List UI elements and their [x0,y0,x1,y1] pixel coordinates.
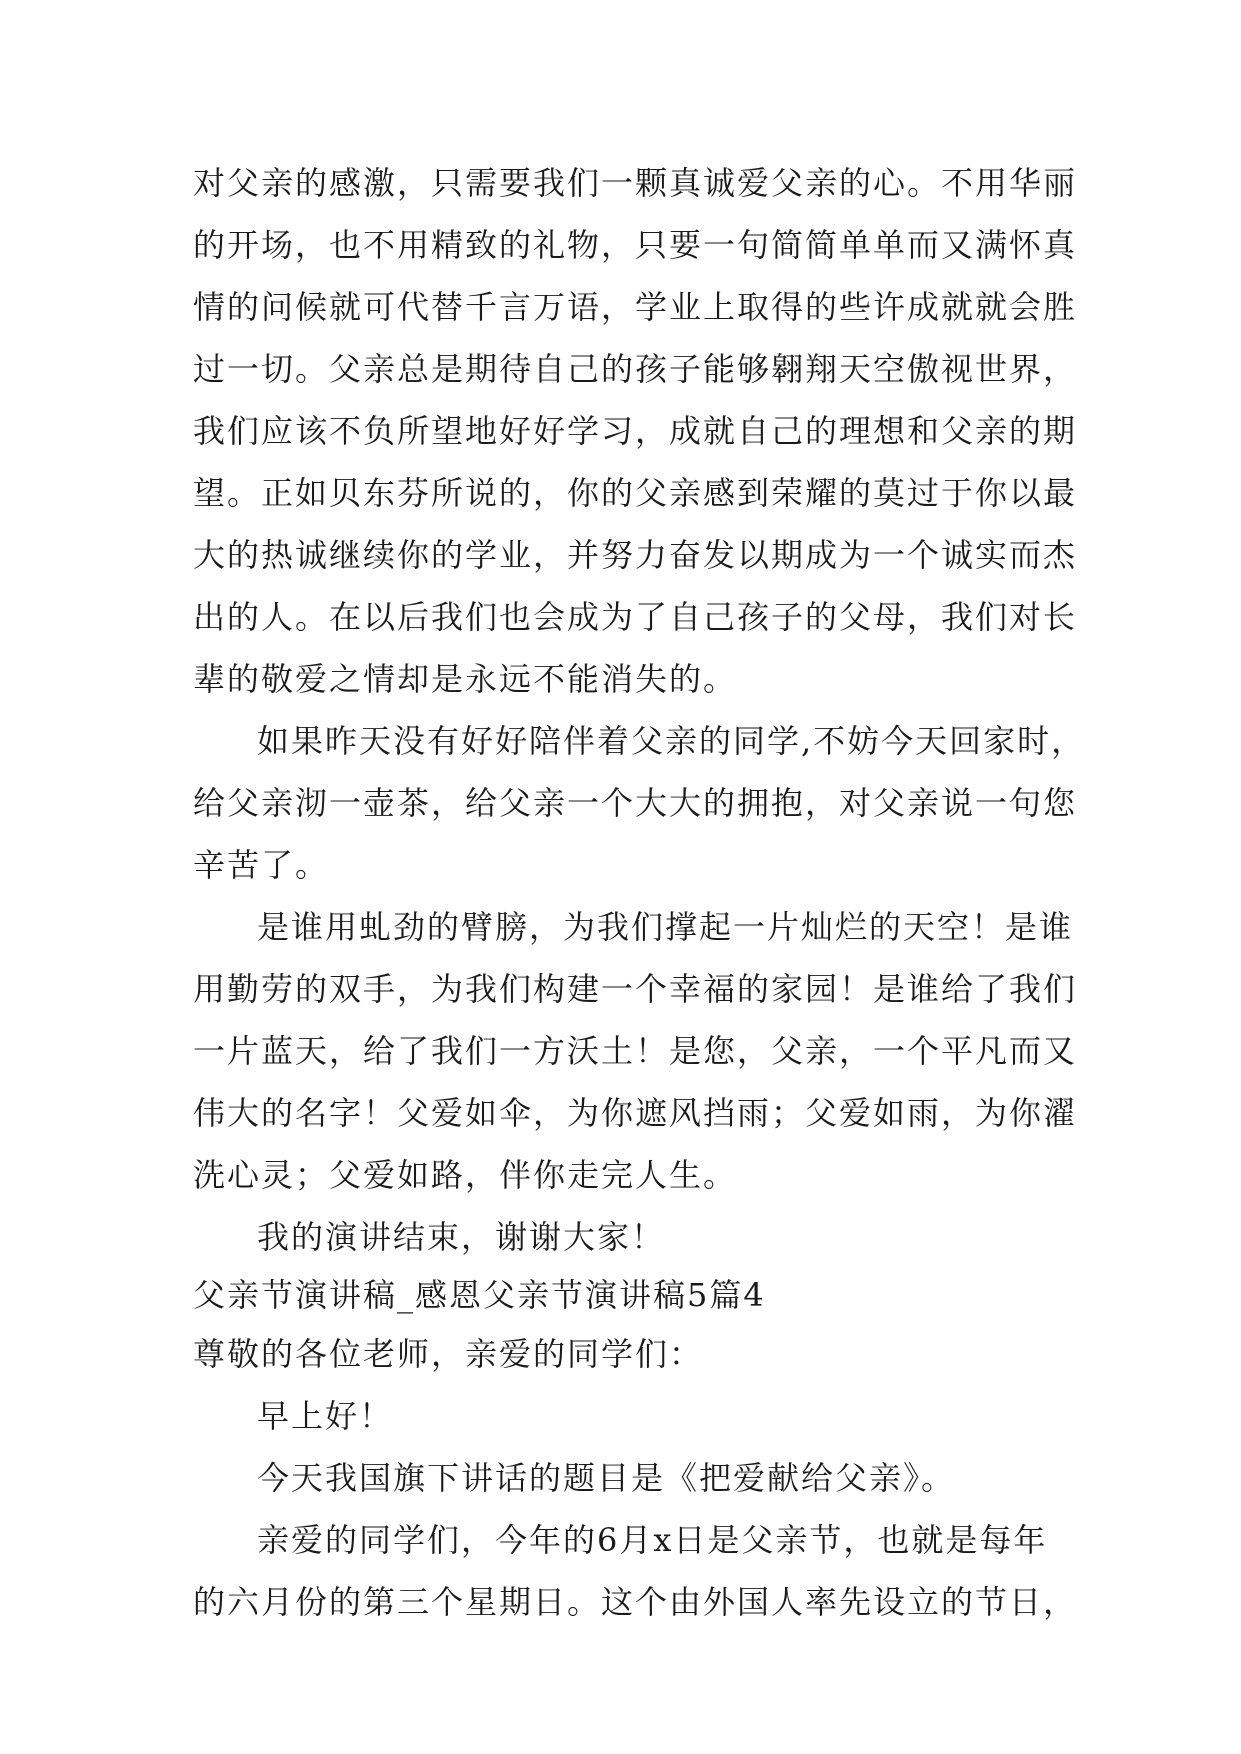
text-line: 我们应该不负所望地好好学习，成就自己的理想和父亲的期 [193,412,1078,450]
closing-line: 我的演讲结束，谢谢大家！ [257,1218,666,1256]
text-line: 过一切。父亲总是期待自己的孩子能够翱翔天空傲视世界， [193,350,1078,388]
paragraph-start-line: 今天我国旗下讲话的题目是《把爱献给父亲》。 [257,1459,956,1497]
text-line: 情的问候就可代替千言万语，学业上取得的些许成就就会胜 [193,288,1078,326]
text-line: 一片蓝天，给了我们一方沃土！是您，父亲，一个平凡而又 [193,1032,1078,1070]
paragraph-start-line: 如果昨天没有好好陪伴着父亲的同学,不妨今天回家时， [257,722,1086,760]
text-line: 对父亲的感激，只需要我们一颗真诚爱父亲的心。不用华丽 [193,164,1078,202]
salutation-line: 尊敬的各位老师，亲爱的同学们： [193,1335,704,1373]
section-heading: 父亲节演讲稿_感恩父亲节演讲稿5篇4 [193,1276,766,1314]
text-line: 的六月份的第三个星期日。这个由外国人率先设立的节日， [193,1583,1078,1621]
paragraph-start-line: 亲爱的同学们，今年的6月x日是父亲节，也就是每年 [257,1521,1048,1559]
text-line: 用勤劳的双手，为我们构建一个幸福的家园！是谁给了我们 [193,970,1078,1008]
text-line: 伟大的名字！父爱如伞，为你遮风挡雨；父爱如雨，为你濯 [193,1094,1078,1132]
text-line: 望。正如贝东芬所说的，你的父亲感到荣耀的莫过于你以最 [193,474,1078,512]
text-line: 给父亲沏一壶茶，给父亲一个大大的拥抱，对父亲说一句您 [193,784,1078,822]
text-line: 出的人。在以后我们也会成为了自己孩子的父母，我们对长 [193,598,1078,636]
text-line: 洗心灵；父爱如路，伴你走完人生。 [193,1156,738,1194]
text-line: 的开场，也不用精致的礼物，只要一句简简单单而又满怀真 [193,226,1078,264]
paragraph-start-line: 是谁用虬劲的臂膀，为我们撑起一片灿烂的天空！是谁 [257,908,1074,946]
text-line: 辈的敬爱之情却是永远不能消失的。 [193,660,738,698]
greeting-line: 早上好！ [257,1397,394,1435]
document-body [193,152,1086,1633]
text-line: 大的热诚继续你的学业，并努力奋发以期成为一个诚实而杰 [193,536,1078,574]
text-line: 辛苦了。 [193,846,330,884]
